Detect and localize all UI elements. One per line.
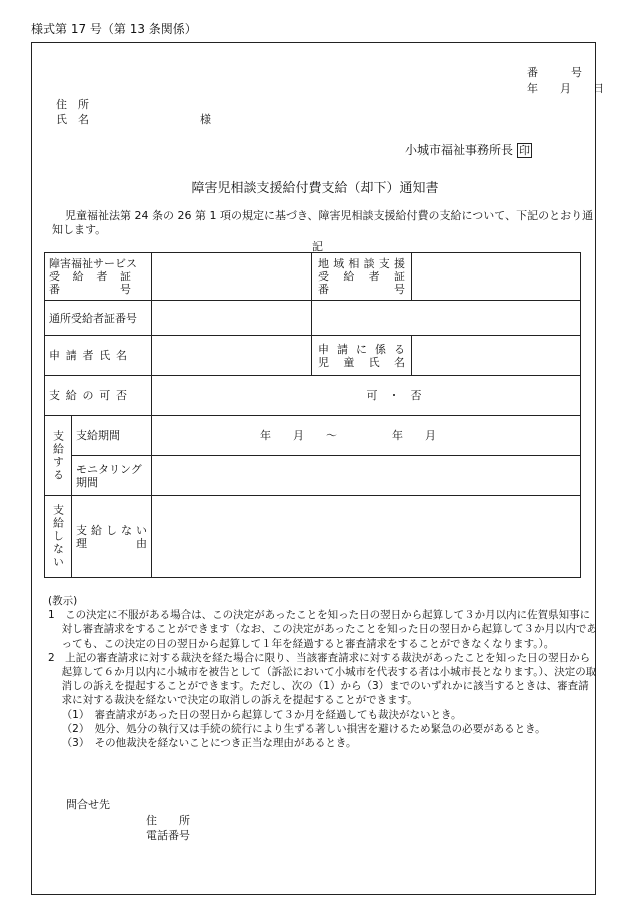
service-cert-number-boxes	[152, 253, 312, 301]
document-title: 障害児相談支援給付費支給（却下）通知書	[191, 181, 439, 196]
grant-side-text: 支給する	[51, 429, 65, 482]
honorific: 様	[200, 113, 211, 126]
deny-reason-label-1: 支給しない	[76, 523, 147, 537]
ki-mark: 記	[312, 240, 323, 253]
daycare-cert-label: 通所受給者証番号	[45, 301, 152, 336]
period-label: 支給期間	[72, 416, 152, 456]
applicant-label	[45, 336, 152, 376]
regional-cert-label	[312, 253, 412, 301]
number-label: 番 号	[527, 66, 582, 79]
instruction-sub-1: （1） 審査請求があった日の翌日から起算して３か月を経過しても裁決がないとき。	[61, 708, 462, 721]
instruction-item-1: 1 この決定に不服がある場合は、この決定があったことを知った日の翌日から起算して３か月以内に佐賀県知事に対し審査請求をすることができます（なお、この決定があったことを知った日の翌日から起算して３か月以内であっても、この決定の日の翌日から起算して１年を経過すると審査請求をすることができなくなります。）。	[48, 609, 598, 650]
body-text: 児童福祉法第 24 条の 26 第 1 項の規定に基づき、障害児相談支援給付費の支給について、下記のとおり通知します。	[52, 209, 594, 236]
address-label: 住 所	[56, 98, 89, 111]
regional-cert-number-boxes	[412, 253, 581, 301]
instructions	[48, 594, 598, 750]
approval-label	[45, 376, 152, 416]
service-cert-label-1: 障害福祉サービス	[49, 257, 137, 270]
form-label: 様式第 17 号（第 13 条関係）	[31, 22, 197, 36]
sender-line	[405, 141, 532, 158]
approval-label-text: 支給の可否	[49, 389, 127, 402]
instruction-item-2: 2 上記の審査請求に対する裁決を経た場合に限り、当該審査請求に対する裁決があったことを知った日の翌日から起算して６か月以内に小城市を被告として（訴訟において小城市を代表する者は小城市長となります。）、決定の取消しの訴えを提起することができます。ただし、次の（1）から（3）までのいずれかに該当するときは、審査請求に対する裁決を経ないで決定の取消しの訴えを提起することができます。	[48, 651, 597, 707]
regional-cert-label-2: 受給者証	[318, 270, 405, 283]
deny-side-label	[45, 496, 72, 578]
child-value[interactable]	[412, 336, 581, 376]
period-value: 年 月 ～ 年 月	[152, 416, 581, 456]
name-label: 氏 名	[56, 113, 89, 126]
instruction-sub-2: （2） 処分、処分の執行又は手続の続行により生ずる著しい損害を避けるため緊急の必要があるとき。	[61, 722, 546, 735]
seal-mark: 印	[519, 144, 531, 157]
instructions-heading: (教示)	[48, 595, 78, 607]
deny-reason-value[interactable]	[152, 496, 581, 578]
regional-cert-label-1: 地域相談支援	[318, 257, 405, 270]
contact-label: 問合せ先	[66, 798, 110, 811]
date-label: 年 月 日	[527, 82, 604, 95]
deny-reason-label-2: 理由	[76, 536, 147, 550]
deny-side-text: 支給しない	[51, 504, 65, 569]
applicant-value[interactable]	[152, 336, 312, 376]
application-table	[44, 252, 581, 578]
regional-cert-label-3: 番号	[318, 283, 405, 296]
service-cert-label	[45, 253, 152, 301]
child-label-2: 児童氏名	[318, 355, 405, 369]
deny-reason-label	[72, 496, 152, 578]
daycare-blank	[312, 301, 581, 336]
monitoring-label: モニタリング期間	[72, 456, 152, 496]
child-label-1: 申請に係る	[318, 342, 405, 356]
service-cert-label-3: 番号	[49, 283, 131, 296]
contact-phone-label: 電話番号	[146, 829, 190, 842]
sender-name: 小城市福祉事務所長	[405, 143, 514, 157]
contact-address-label: 住 所	[146, 814, 190, 827]
service-cert-label-2: 受給者証	[49, 270, 131, 283]
applicant-label-text: 申請者氏名	[49, 349, 127, 362]
instruction-sub-3: （3） その他裁決を経ないことにつき正当な理由があるとき。	[61, 737, 357, 750]
child-label	[312, 336, 412, 376]
grant-side-label	[45, 416, 72, 496]
approval-value: 可 ・ 否	[152, 376, 581, 416]
monitoring-value[interactable]	[152, 456, 581, 496]
daycare-cert-number-boxes	[152, 301, 312, 336]
